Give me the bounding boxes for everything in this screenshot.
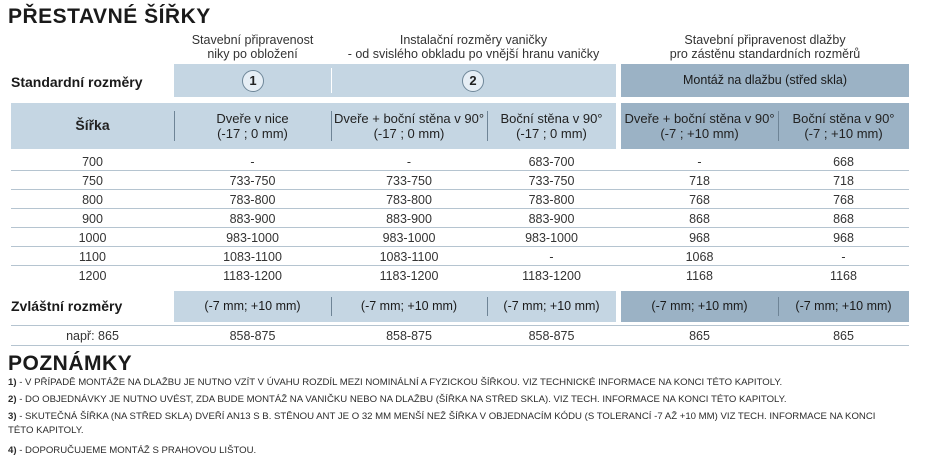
row-value-cell: 968: [833, 231, 854, 245]
note-2-number: 2): [8, 394, 17, 405]
column-header-1: [174, 111, 331, 141]
row-width-cell: 800: [82, 193, 103, 207]
column-group-3-line2: pro zástěnu standardních rozměrů: [669, 47, 861, 61]
example-row-top-line: [11, 325, 909, 326]
special-value-5: (-7 mm; +10 mm): [795, 299, 892, 313]
column-group-3-header: [621, 33, 909, 61]
column-group-2-line1: Instalační rozměry vaničky: [399, 33, 548, 47]
example-width: např: 865: [66, 329, 119, 343]
row-value-cell: 783-800: [528, 193, 575, 207]
standard-band-light: [174, 64, 616, 97]
montaz-label: Montáž na dlažbu (střed skla): [683, 73, 847, 87]
column-header-2-line1: Dveře + boční stěna v 90°: [333, 111, 485, 126]
row-width-cell: 1200: [78, 269, 107, 283]
row-value-cell: 1183-1200: [522, 269, 581, 283]
note-2: [8, 393, 908, 407]
row-value-cell: 883-900: [386, 212, 432, 226]
row-value-cell: 1183-1200: [223, 269, 282, 283]
example-value-1: 858-875: [229, 329, 276, 343]
row-value-cell: 1183-1200: [379, 269, 439, 283]
example-value-5: 865: [833, 329, 854, 343]
row-divider: [11, 208, 909, 209]
note-1-number: 1): [8, 377, 17, 388]
column-header-2-line2: (-17 ; 0 mm): [373, 126, 445, 141]
row-value-cell: 783-800: [386, 193, 432, 207]
column-header-1-line2: (-17 ; 0 mm): [217, 126, 288, 141]
column-group-1-line1: Stavební připravenost: [191, 33, 314, 47]
column-header-4-line1: Dveře + boční stěna v 90°: [624, 111, 775, 126]
row-value-cell: 733-750: [229, 174, 276, 188]
note-1: [8, 376, 908, 390]
badge-2: 2: [462, 70, 484, 92]
row-value-cell: 718: [833, 174, 854, 188]
column-header-2: [331, 111, 487, 141]
row-value-cell: 768: [689, 193, 710, 207]
example-row-bottom-line: [11, 345, 909, 346]
row-value-cell: 868: [833, 212, 854, 226]
special-label: Zvláštní rozměry: [11, 298, 123, 314]
row-divider: [11, 246, 909, 247]
row-divider: [11, 227, 909, 228]
row-divider: [11, 170, 909, 171]
row-value-cell: 968: [689, 231, 710, 245]
example-value-2: 858-875: [386, 329, 432, 343]
row-value-cell: 868: [689, 212, 710, 226]
column-header-4-line2: (-7 ; +10 mm): [660, 126, 739, 141]
row-divider: [11, 265, 909, 266]
note-1-text: - V PŘÍPADĚ MONTÁŽE NA DLAŽBU JE NUTNO VZÍT V ÚVAHU ROZDÍL MEZI NOMINÁLNÍ A FYZICKOU ŠÍŘKOU. VIZ TECHNICKÉ INFORMACE NA KONCI TÉTO KAPITOLY.: [16, 377, 783, 388]
row-value-cell: -: [250, 155, 255, 169]
note-4-text: - DOPORUČUJEME MONTÁŽ S PRAHOVOU LIŠTOU.: [16, 445, 257, 456]
row-width-cell: 1100: [79, 250, 106, 264]
row-value-cell: 883-900: [528, 212, 575, 226]
row-width-cell: 700: [82, 155, 103, 169]
row-value-cell: 683-700: [528, 155, 575, 169]
column-group-3-line1: Stavební připravenost dlažby: [684, 33, 846, 47]
row-width-cell: 900: [82, 212, 103, 226]
column-group-2-line2: - od svislého obkladu po vnější hranu vaničky: [347, 47, 600, 61]
row-value-cell: 1168: [686, 269, 713, 283]
column-header-5-line2: (-7 ; +10 mm): [804, 126, 883, 141]
standard-band-divider: [331, 68, 332, 93]
row-value-cell: 718: [689, 174, 710, 188]
column-group-1-header: [175, 33, 330, 61]
notes-title: POZNÁMKY: [8, 352, 133, 375]
row-value-cell: -: [697, 155, 702, 169]
column-group-2-header: [331, 33, 616, 61]
row-value-cell: -: [841, 250, 846, 264]
column-header-3-line2: (-17 ; 0 mm): [516, 126, 587, 141]
note-3: [8, 410, 888, 438]
row-divider: [11, 189, 909, 190]
note-3-number: 3): [8, 411, 17, 422]
special-value-1: (-7 mm; +10 mm): [204, 299, 301, 313]
column-group-1-line2: niky po obložení: [207, 47, 298, 61]
row-value-cell: 983-1000: [382, 231, 436, 245]
row-value-cell: 733-750: [528, 174, 575, 188]
row-width-cell: 750: [82, 174, 103, 188]
row-value-cell: 883-900: [229, 212, 276, 226]
special-value-3: (-7 mm; +10 mm): [503, 299, 600, 313]
special-value-2: (-7 mm; +10 mm): [360, 299, 458, 313]
row-value-cell: 668: [833, 155, 854, 169]
row-value-cell: 1083-1100: [379, 250, 439, 264]
example-value-4: 865: [689, 329, 710, 343]
row-value-cell: -: [406, 155, 412, 169]
row-value-cell: 1168: [830, 269, 857, 283]
row-value-cell: 983-1000: [226, 231, 279, 245]
row-value-cell: 733-750: [386, 174, 432, 188]
column-header-3-line1: Boční stěna v 90°: [500, 111, 603, 126]
note-4: [8, 444, 908, 458]
row-value-cell: 1083-1100: [223, 250, 282, 264]
column-header-4: [621, 111, 778, 141]
column-header-5-line1: Boční stěna v 90°: [792, 111, 895, 126]
page-title: PŘESTAVNÉ ŠÍŘKY: [8, 5, 211, 28]
row-value-cell: 1068: [685, 250, 714, 264]
row-value-cell: 783-800: [229, 193, 276, 207]
row-value-cell: 768: [833, 193, 854, 207]
special-value-4: (-7 mm; +10 mm): [651, 299, 748, 313]
row-value-cell: 983-1000: [525, 231, 578, 245]
example-value-3: 858-875: [528, 329, 575, 343]
row-value-cell: -: [549, 250, 554, 264]
width-header: Šířka: [75, 117, 110, 133]
column-header-3: [487, 111, 616, 141]
column-header-1-line1: Dveře v nice: [216, 111, 289, 126]
note-3-text: - SKUTEČNÁ ŠÍŘKA (NA STŘED SKLA) DVEŘÍ AN13 S B. STĚNOU ANT JE O 32 MM MENŠÍ NEŽ ŠÍŘKA V OBJEDNACÍM KÓDU (S TOLERANCÍ -7 AŽ +10 MM) VIZ TECH. INFORMACE NA KONCI TÉTO KAPITOLY.: [8, 411, 876, 436]
column-header-5: [778, 111, 909, 141]
standard-label: Standardní rozměry: [11, 74, 143, 90]
row-width-cell: 1000: [78, 231, 107, 245]
note-2-text: - DO OBJEDNÁVKY JE NUTNO UVÉST, ZDA BUDE MONTÁŽ NA VANIČKU NEBO NA DLAŽBU (ŠÍŘKA NA STŘED SKLA). VIZ TECH. INFORMACE NA KONCI TÉTO KAPITOLY.: [16, 394, 787, 405]
badge-1: 1: [242, 70, 264, 92]
note-4-number: 4): [8, 445, 17, 456]
